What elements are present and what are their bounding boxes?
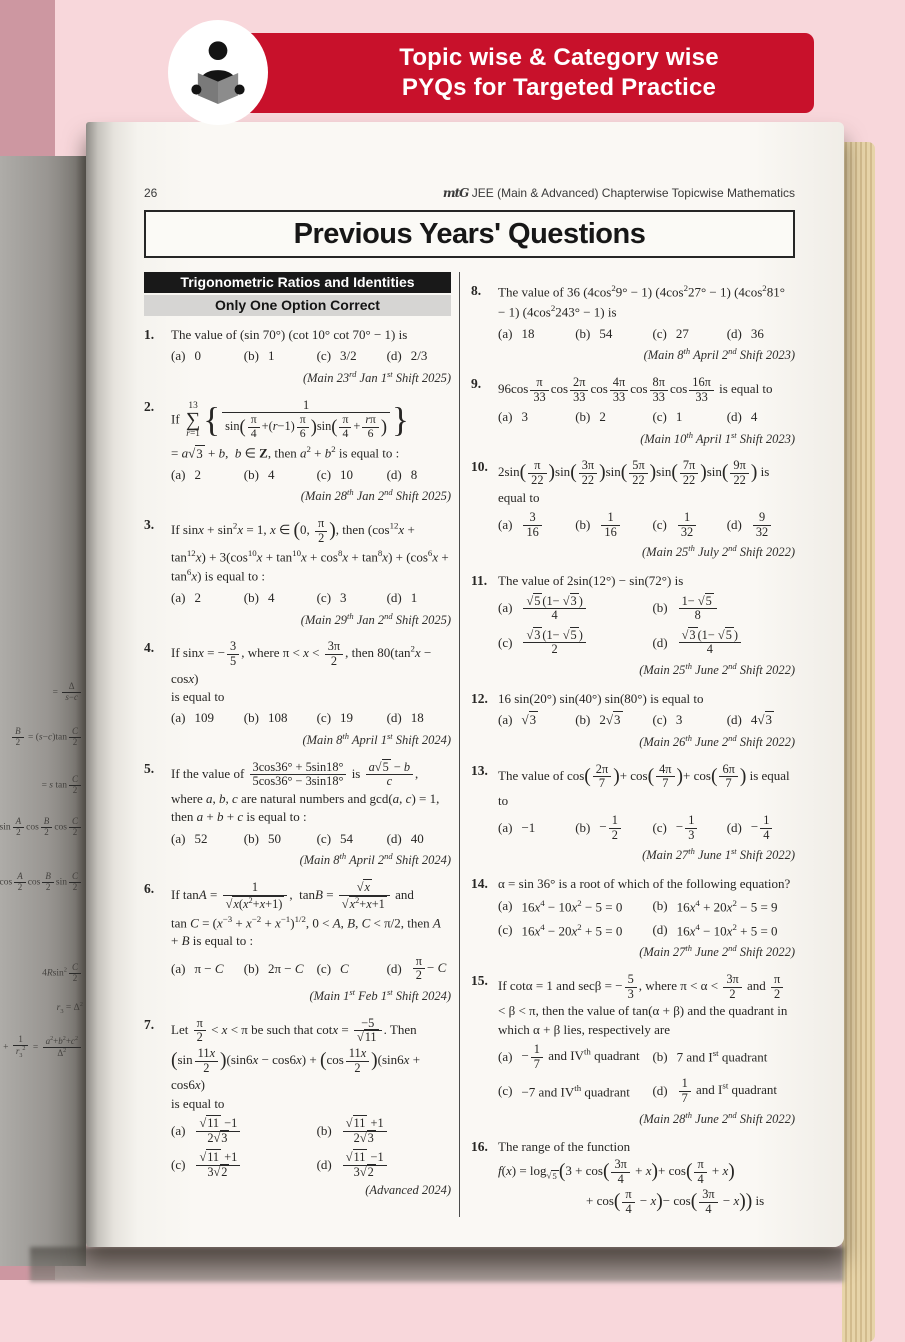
question-body: If $\sin x + \sin^2x = 1$, x ∈ (0, $\frac{\pi}{2}$ ), then $(\cos^{12}x + \tan^{12}x) + 3(\cos^{10}x + \tan^{10}x + \cos^8x + \tan^8x) + (\cos^6x + \tan^6x)$ is equal to : (a) 2 (b) 4 (c) 3 (d) 1 (Main 29th Jan 2nd Shift 2025) <box>171 516 451 629</box>
option: (b) 54 <box>575 325 613 341</box>
option: (c) − $\frac{1}{3}$ <box>652 813 726 843</box>
option: (c) 3 <box>652 712 683 728</box>
option: (c) $\frac{√11 +1}{3√2}$ <box>171 1150 317 1180</box>
option: (d) 18 <box>386 710 424 726</box>
question-source: (Main 26th June 2nd Shift 2022) <box>639 732 795 749</box>
question-source: (Main 8th April 1st Shift 2024) <box>302 730 451 748</box>
question-number: 4. <box>144 640 155 656</box>
option: (b) 4 <box>243 466 275 482</box>
option: (b) 108 <box>243 710 288 726</box>
column-left <box>144 272 459 1200</box>
question-body: If sinx = − $\frac{3}{5}$ , where π < x < $\frac{3\pi}{2}$ , then $80(\tan^2x - \cos x)$ is equal to (a) 109 (b) 108 (c) 19 (d) 18 (Main 8th April 1st Shift 2024) <box>171 639 451 749</box>
section-header: Trigonometric Ratios and Identities <box>144 272 451 293</box>
options <box>498 813 795 843</box>
mtg-logo: mtG <box>442 186 469 200</box>
question-source: (Advanced 2024) <box>365 1183 451 1198</box>
question-number: 12. <box>471 690 488 706</box>
option: (c) 10 <box>316 466 354 482</box>
question-number: 2. <box>144 398 155 414</box>
banner-line2: PYQs for Targeted Practice <box>401 74 717 101</box>
question <box>144 639 451 749</box>
page-title-box <box>144 210 795 258</box>
option: (d) $\frac{1}{7}$ and Ist quadrant <box>652 1076 778 1105</box>
question <box>144 398 451 507</box>
question-source: (Main 28th Jan 2nd Shift 2025) <box>300 487 451 504</box>
question-number: 13. <box>471 762 488 778</box>
option: (d) 1 <box>386 590 418 606</box>
question <box>144 880 451 1006</box>
margin-formula-fragment: = $\frac{\Delta}{s-c}$ <box>53 681 83 704</box>
question <box>471 1138 795 1217</box>
question <box>471 282 795 365</box>
option: (b) $16x^4 + 20x^2 - 5 = 9$ <box>652 897 778 915</box>
options <box>171 954 451 984</box>
option: (a) 0 <box>171 348 201 364</box>
option: (a) √3 <box>498 712 537 728</box>
option: (b) $\frac{√11 +1}{2√3}$ <box>317 1116 451 1146</box>
question <box>471 762 795 866</box>
margin-formula-fragment: $\frac{B}{2}$ = (s−c)tan $\frac{C}{2}$ <box>10 726 83 749</box>
question-number: 5. <box>144 760 155 776</box>
margin-formula-fragment: + $\frac{1}{r_3^2}$ = $\frac{a^2+b^2+c^2}{\Delta^2}$ <box>0 1034 83 1060</box>
question-source: (Main 27th June 2nd Shift 2022) <box>639 943 795 960</box>
question-body: The value of 36 $(4\cos^29^\circ - 1) (4\cos^227^\circ - 1) (4\cos^281^\circ - 1) (4\cos^2243^\circ - 1)$ is (a) 18 (b) 54 (c) 27 (d) 36 (Main 8th April 2nd Shift 2023) <box>498 282 795 365</box>
question-source: (Main 23rd Jan 1st Shift 2025) <box>302 368 451 386</box>
option: (a) −1 <box>498 820 536 836</box>
option: (b) 1 <box>243 348 275 364</box>
margin-formula-fragment: cos $\frac{A}{2}$ cos $\frac{B}{2}$ sin $\frac{C}{2}$ <box>0 871 83 894</box>
question-body: α = sin 36° is a root of which of the following equation? (a) $16x^4 - 10x^2 - 5 = 0$ (b) $16x^4 + 20x^2 - 5 = 9$ (c) $16x^4 - 20x^2 + 5 = 0$ (d) $16x^4 - 10x^2 + 5 = 0$ (Main 27th June 2nd Shift 2022) <box>498 875 795 962</box>
question-number: 6. <box>144 881 155 897</box>
question-number: 15. <box>471 973 488 989</box>
question-source: (Main 1st Feb 1st Shift 2024) <box>309 986 451 1004</box>
book-photo <box>0 122 905 1280</box>
option: (c) $\frac{√3 (1- √5 )}{2}$ <box>498 628 652 658</box>
option: (c) 27 <box>652 325 689 341</box>
option: (c) C <box>316 960 349 976</box>
subsection-header: Only One Option Correct <box>144 295 451 316</box>
page-number: 26 <box>144 186 158 200</box>
option: (a) 3 <box>498 409 528 425</box>
question-number: 1. <box>144 327 155 342</box>
question <box>471 458 795 562</box>
option: (a) $\frac{√5 (1- √3 )}{4}$ <box>498 594 652 624</box>
option: (d) $\frac{√3 (1- √5 )}{4}$ <box>652 628 795 658</box>
options <box>171 1116 451 1180</box>
question-source: (Main 25th July 2nd Shift 2022) <box>642 543 795 560</box>
question <box>471 875 795 962</box>
options <box>498 594 795 658</box>
option: (a) − $\frac{1}{7}$ and IVth quadrant <box>498 1042 640 1071</box>
option: (b) 50 <box>243 830 281 846</box>
column-right <box>459 272 795 1217</box>
page-stack-edge <box>842 142 875 1342</box>
book-bottom-shadow <box>30 1247 844 1282</box>
question-source: (Main 27th June 1st Shift 2022) <box>642 846 795 863</box>
margin-formula-fragment: 4Rsin$^2$ $\frac{C}{2}$ <box>42 962 83 985</box>
question-body: The value of (sin 70°) (cot 10° cot 70° − 1) is (a) 0 (b) 1 (c) 3/2 (d) 2/3 (Main 23rd Jan 1st Shift 2025) <box>171 326 451 388</box>
question <box>144 326 451 388</box>
option: (d) $\frac{\pi}{2}$ − C <box>386 953 447 983</box>
option: (c) 54 <box>316 830 354 846</box>
question <box>144 760 451 870</box>
option: (c) 1 <box>652 409 683 425</box>
options <box>171 589 451 607</box>
option: (a) $16x^4 - 10x^2 - 5 = 0$ <box>498 897 623 915</box>
option: (a) 2 <box>171 466 201 482</box>
question <box>144 1016 451 1200</box>
margin-formula-fragment: sin $\frac{A}{2}$ cos $\frac{B}{2}$ cos $\frac{C}{2}$ <box>0 816 83 839</box>
question-number: 14. <box>471 876 488 892</box>
question-body: 96cos $\frac{\pi}{33}$ cos $\frac{2\pi}{33}$ cos $\frac{4\pi}{33}$ cos $\frac{8\pi}{33}$ cos $\frac{16\pi}{33}$ is equal to (a) 3 (b) 2 (c) 1 (d) 4 (Main 10th April 1st Shift 2023) <box>498 375 795 449</box>
page-title: Previous Years' Questions <box>293 217 646 250</box>
banner-logo <box>168 20 268 125</box>
question-number: 11. <box>471 573 488 589</box>
question-body: If the value of $\frac{3\cos 36^\circ + 5\sin 18^\circ}{5\cos 36^\circ - 3\sin 18^\circ}$ is $\frac{a√5 - b}{c}$ , where a, b, c are natural numbers and gcd(a, c) = 1, then a + b + c is equal to : (a) 52 (b) 50 (c) 54 (d) 40 (Main 8th April 2nd Shift 2024) <box>171 760 451 870</box>
option: (b) $\frac{1- √5}{8}$ <box>652 594 795 624</box>
margin-formula-fragment: $r_3 = \Delta^2$ <box>56 1001 83 1016</box>
options <box>498 408 795 426</box>
question-body: The value of cos( $\frac{2\pi}{7}$ )+ cos( $\frac{4\pi}{7}$ )+ cos( $\frac{6\pi}{7}$ ) is equal to (a) −1 (b) − $\frac{1}{2}$ (c) − $\frac{1}{3}$ (d) − $\frac{1}{4}$ (Main 27th June 1st Shift 2022) <box>498 762 795 866</box>
options <box>498 897 795 941</box>
option: (a) $\frac{√11 -1}{2√3}$ <box>171 1116 317 1146</box>
previous-page-edge <box>0 156 86 1266</box>
option: (d) $16x^4 - 10x^2 + 5 = 0$ <box>652 921 778 938</box>
option: (c) 19 <box>316 710 354 726</box>
question <box>471 690 795 752</box>
option: (c) $\frac{1}{32}$ <box>652 510 726 540</box>
option: (c) 3 <box>316 590 347 606</box>
question-source: (Main 8th April 2nd Shift 2024) <box>299 851 451 868</box>
option: (d) − $\frac{1}{4}$ <box>727 813 795 843</box>
options <box>171 709 451 727</box>
running-header-text: mtG JEE (Main & Advanced) Chapterwise Topicwise Mathematics <box>442 186 795 200</box>
question-source: (Main 25th June 2nd Shift 2022) <box>639 660 795 678</box>
option: (d) 2/3 <box>386 348 428 364</box>
option: (d) $\frac{9}{32}$ <box>727 510 795 540</box>
option: (c) 3/2 <box>316 348 357 364</box>
option: (b) 2√3 <box>575 712 621 728</box>
option: (b) 2 <box>575 409 606 425</box>
options <box>171 466 451 484</box>
question-number: 3. <box>144 517 155 533</box>
margin-formula-fragment: = s tan $\frac{C}{2}$ <box>42 774 83 797</box>
question-source: (Main 29th Jan 2nd Shift 2025) <box>300 610 451 627</box>
option: (d) 36 <box>726 325 764 341</box>
option: (b) − $\frac{1}{2}$ <box>575 813 652 843</box>
question-body: If cotα = 1 and secβ = − $\frac{5}{3}$ , where π < α < $\frac{3\pi}{2}$ and $\frac{\pi}{2}$ < β < π, then the value of tan(α + β) and the quadrant in which α + β lies, respectively are (a) − $\frac{1}{7}$ and IVth quadrant (b) 7 and Ist quadrant (c) −7 and IVth quadrant (d) $\frac{1}{7}$ and Ist quadrant (Main 28th June 2nd Shift 2022) <box>498 972 795 1128</box>
option: (d) 4√3 <box>726 712 772 728</box>
option: (a) 2 <box>171 590 201 606</box>
options <box>171 830 451 848</box>
option: (a) 18 <box>498 325 535 341</box>
question <box>471 572 795 680</box>
question <box>471 972 795 1128</box>
option: (d) 4 <box>726 409 758 425</box>
option: (a) 52 <box>171 830 208 846</box>
question-body: If tanA = $\frac{1}{√x(x^2+x+1)}$ , tanB = $\frac{√x}{√x^2+x+1}$ and $\tan C = (x^{-3} + x^{-2} + x^{-1})^{1/2}$, 0 < A, B, C < π/2, then A + B is equal to : (a) π − C (b) 2π − C (c) C (d) $\frac{\pi}{2}$ − C (Main 1st Feb 1st Shift 2024) <box>171 880 451 1006</box>
question-number: 10. <box>471 459 488 475</box>
question-body: The range of the function $f(x) = \log_{√5} (3 + \cos$( $\frac{3\pi}{4}$ + x)+ cos( $\frac{\pi}{4}$ + x) + cos( $\frac{\pi}{4}$ − x)− cos( $\frac{3\pi}{4}$ − x)) is <box>498 1139 765 1216</box>
option: (c) $16x^4 - 20x^2 + 5 = 0$ <box>498 921 623 938</box>
question-number: 8. <box>471 283 482 298</box>
option: (a) π − C <box>171 960 224 976</box>
options <box>171 347 451 365</box>
option: (b) 7 and Ist quadrant <box>652 1048 768 1065</box>
option: (a) $\frac{3}{16}$ <box>498 510 575 540</box>
option: (b) 2π − C <box>243 960 304 976</box>
question <box>144 516 451 629</box>
question-body: Let $\frac{\pi}{2}$ < x < π be such that cotx = $\frac{-5}{√11}$ . Then (sin $\frac{11x}{2}$ )(sin6x − cos6x) + (cos $\frac{11x}{2}$ )(sin6x + cos6x) is equal to (a) $\frac{√11 -1}{2√3}$ (b) $\frac{√11 +1}{2√3}$ (c) $\frac{√11 +1}{3√2}$ (d) $\frac{√11 -1}{3√2}$ (Advanced 2024) <box>171 1016 451 1200</box>
question-number: 16. <box>471 1139 488 1155</box>
options <box>498 1042 795 1106</box>
options <box>498 325 795 343</box>
option: (a) 109 <box>171 710 214 726</box>
running-header <box>144 122 795 200</box>
question-source: (Main 8th April 2nd Shift 2023) <box>643 346 795 363</box>
question-body: 2sin( $\frac{\pi}{22}$ )sin( $\frac{3\pi}{22}$ )sin( $\frac{5\pi}{22}$ )sin( $\frac{7\pi}{22}$ )sin( $\frac{9\pi}{22}$ ) is equal to (a) $\frac{3}{16}$ (b) $\frac{1}{16}$ (c) $\frac{1}{32}$ (d) $\frac{9}{32}$ (Main 25th July 2nd Shift 2022) <box>498 458 795 562</box>
person-reading-book-icon <box>182 35 254 111</box>
option: (b) $\frac{1}{16}$ <box>575 510 652 540</box>
question-columns <box>144 272 795 1217</box>
question <box>471 375 795 449</box>
question-source: (Main 28th June 2nd Shift 2022) <box>639 1109 795 1126</box>
question-number: 9. <box>471 375 482 391</box>
question-body: The value of 2sin(12°) − sin(72°) is (a) $\frac{√5 (1- √3 )}{4}$ (b) $\frac{1- √5}{8}$ (c) $\frac{√3 (1- √5 )}{2}$ (d) $\frac{√3 (1- √5 )}{4}$ (Main 25th June 2nd Shift 2022) <box>498 572 795 680</box>
option: (d) 40 <box>386 830 424 846</box>
banner-line1: Topic wise & Category wise <box>399 44 719 71</box>
question-body: If 13 ∑ r=1 { 1 sin( $\frac{\pi}{4}$ +(r−1) $\frac{\pi}{6}$ )sin( $\frac{\pi}{4}$ + $\frac{r\pi}{6}$ ) } = a√3 + b, b ∈ Z, then $a^2 + b^2$ is equal to : (a) 2 (b) 4 (c) 10 (d) 8 (Main 28th Jan 2nd Shift 2025) <box>171 398 451 507</box>
option: (d) 8 <box>386 466 418 482</box>
banner <box>216 33 814 113</box>
options <box>498 510 795 540</box>
book-page <box>86 122 844 1247</box>
question-number: 7. <box>144 1016 155 1032</box>
option: (d) $\frac{√11 -1}{3√2}$ <box>317 1150 451 1180</box>
options <box>498 711 795 729</box>
option: (b) 4 <box>243 590 275 606</box>
option: (c) −7 and IVth quadrant <box>498 1082 630 1099</box>
question-source: (Main 10th April 1st Shift 2023) <box>640 429 795 446</box>
question-body: 16 sin(20°) sin(40°) sin(80°) is equal to (a) √3 (b) 2√3 (c) 3 (d) 4√3 (Main 26th June 2nd Shift 2022) <box>498 690 795 752</box>
